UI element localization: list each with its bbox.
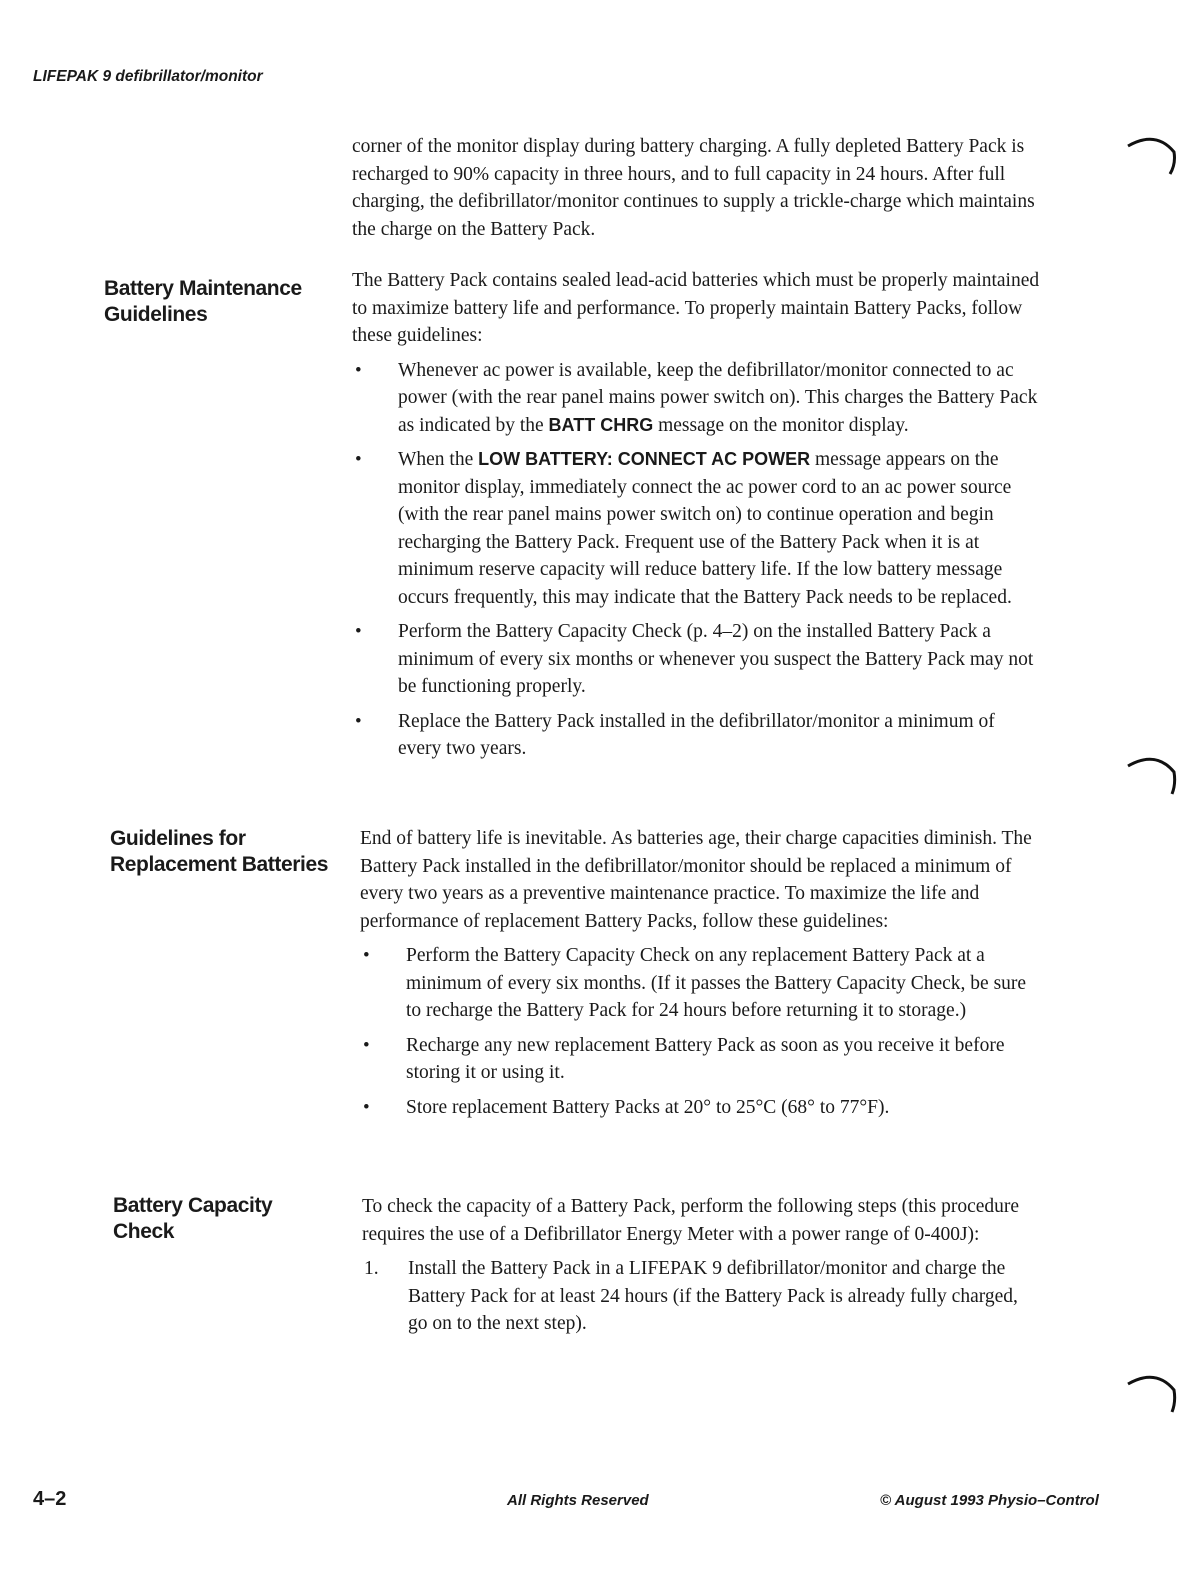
list-item: • Store replacement Battery Packs at 20° to 25°C (68° to 77°F). [360,1094,1040,1122]
maintenance-heading: Battery Maintenance Guidelines [104,277,302,326]
running-head: LIFEPAK 9 defibrillator/monitor [33,68,263,85]
list-item: • Perform the Battery Capacity Check (p. 4–2) on the installed Battery Pack a minimum of every six months or whenever you suspect the Battery Pack may not be functioning properly. [352,618,1042,701]
replacement-list [360,942,1040,1121]
bullet-icon: • [355,359,362,381]
capacity-heading: Battery Capacity Check [113,1194,273,1243]
list-item: • Replace the Battery Pack installed in the defibrillator/monitor a minimum of every two years. [352,708,1042,763]
bullet-icon: • [355,621,362,642]
capacity-section [362,1193,1042,1338]
binder-tab-mark-icon [1126,752,1178,796]
replacement-intro: End of battery life is inevitable. As batteries age, their charge capacities diminish. The Battery Pack installed in the defibrillator/monitor should be replaced a minimum of every two years as a preventive maintenance practice. To maximize the life and performance of replacement Battery Packs, follow these guidelines: [360,828,1032,932]
rights-notice: All Rights Reserved [507,1492,649,1509]
low-battery-message: LOW BATTERY: CONNECT AC POWER [478,449,811,469]
list-item: • Perform the Battery Capacity Check on any replacement Battery Pack at a minimum of every six months. (If it passes the Battery Capacity Check, be sure to recharge the Battery Pack for 24 hours before returning it to storage.) [360,942,1040,1025]
batt-chrg-message: BATT CHRG [548,414,654,435]
step-number: 1. [364,1258,379,1279]
list-item: • When the LOW BATTERY: CONNECT AC POWER message appears on the monitor display, immediately connect the ac power cord to an ac power source (with the rear panel mains power switch on) to continue operation and begin recharging the Battery Pack. Frequent use of the Battery Pack when it is at minimum reserve capacity will reduce battery life. If the low battery message occurs frequently, this may indicate that the Battery Pack needs to be replaced. [352,446,1042,611]
list-item: • Whenever ac power is available, keep the defibrillator/monitor connected to ac power (with the rear panel mains power switch on). This charges the Battery Pack as indicated by the BATT CHRG message on the monitor display. [352,357,1042,440]
bullet-icon: • [355,449,362,470]
list-item: 1. Install the Battery Pack in a LIFEPAK 9 defibrillator/monitor and charge the Battery Pack for at least 24 hours (if the Battery Pack is already fully charged, go on to the next step). [362,1255,1042,1338]
capacity-intro: To check the capacity of a Battery Pack, perform the following steps (this procedure requires the use of a Defibrillator Energy Meter with a power range of 0-400J): [362,1196,1020,1245]
continuation-section [352,133,1042,243]
binder-tab-mark-icon [1126,1370,1178,1414]
maintenance-section [352,267,1042,763]
continuation-paragraph: corner of the monitor display during battery charging. A fully depleted Battery Pack is recharged to 90% capacity in three hours, and to full capacity in 24 hours. After full charging, the defibrillator/monitor continues to supply a trickle-charge which maintains the charge on the Battery Pack. [352,136,1035,240]
bullet-icon: • [363,1034,370,1056]
replacement-heading: Guidelines for Replacement Batteries [110,827,329,876]
bullet-icon: • [355,710,362,732]
binder-tab-mark-icon [1126,134,1178,178]
replacement-section [360,825,1040,1121]
maintenance-list [352,357,1042,763]
page-number: 4–2 [33,1488,67,1510]
capacity-steps [362,1255,1042,1338]
maintenance-intro: The Battery Pack contains sealed lead-acid batteries which must be properly maintained to maximize battery life and performance. To properly maintain Battery Packs, follow these guidelines: [352,270,1040,346]
bullet-icon: • [363,1096,370,1118]
list-item: • Recharge any new replacement Battery Pack as soon as you receive it before storing it or using it. [360,1032,1040,1087]
bullet-icon: • [363,945,370,966]
copyright-notice: © August 1993 Physio–Control [880,1492,1099,1509]
